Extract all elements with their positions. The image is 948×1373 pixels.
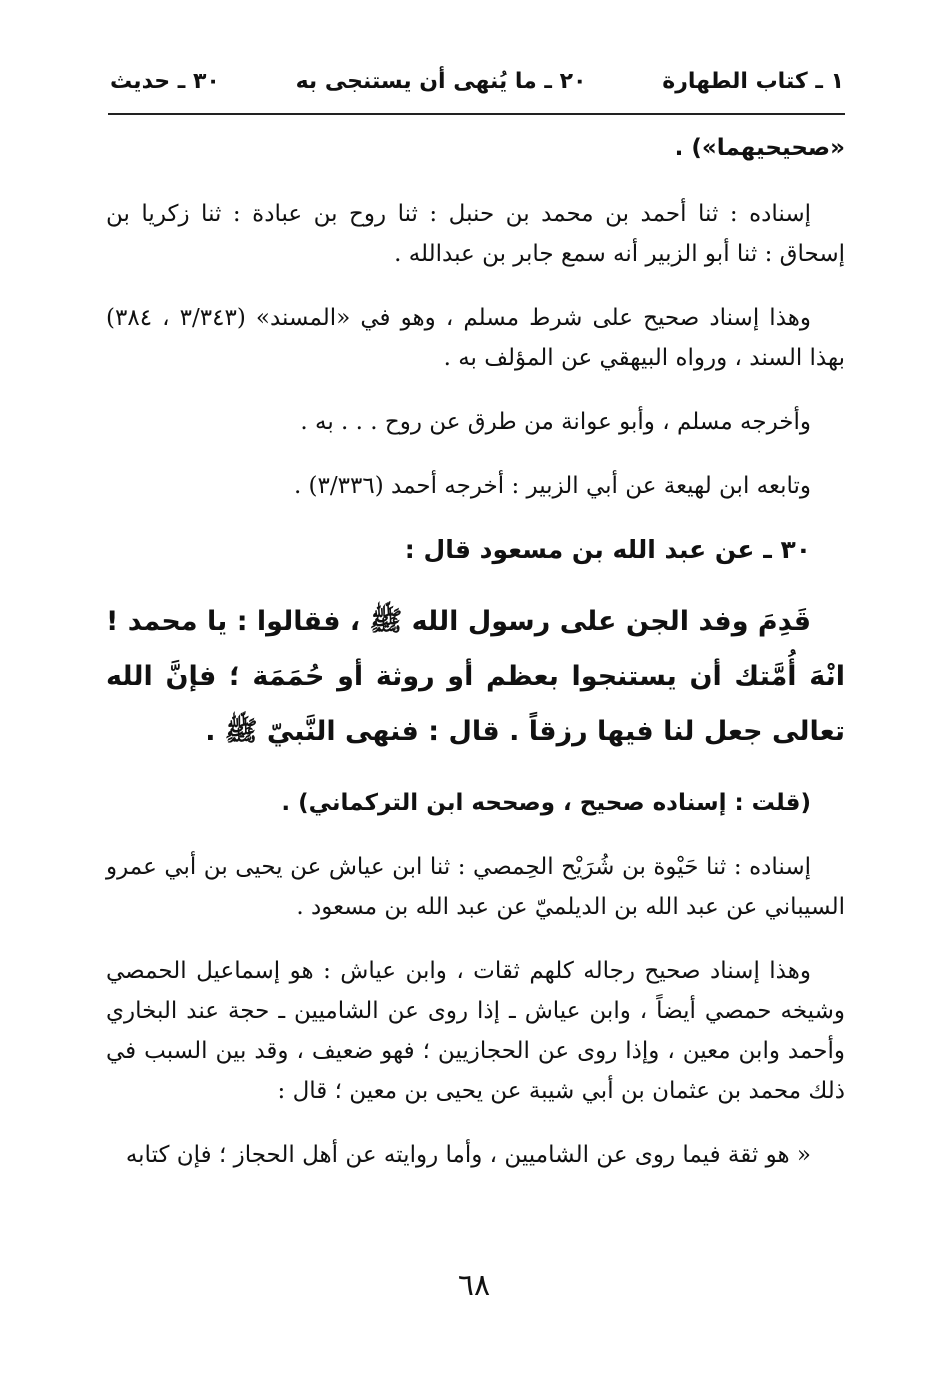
author-comment: (قلت : إسناده صحيح ، وصححه ابن التركماني) . bbox=[281, 790, 811, 816]
page-number: ٦٨ bbox=[457, 1268, 491, 1303]
header-hadith-number: ٣٠ ـ حديث bbox=[110, 69, 220, 94]
quotation-paragraph: « هو ثقة فيما روى عن الشاميين ، وأما روايته عن أهل الحجاز ؛ فإن كتابه bbox=[125, 1142, 811, 1168]
header-section: ٢٠ ـ ما يُنهى أن يستنجى به bbox=[295, 69, 587, 94]
isnad-paragraph-2: إسناده : ثنا حَيْوة بن شُرَيْح الحِمصي : ثنا ابن عياش عن يحيى بن أبي عمرو السيباني عن عبد الله بن الديلميّ عن عبد الله بن مسعود . bbox=[106, 854, 845, 920]
running-header bbox=[110, 58, 844, 106]
hadith-text: قَدِمَ وفد الجن على رسول الله ﷺ ، فقالوا : يا محمد ! انْهَ أُمَّتك أن يستنجوا بعظم أو روثة أو حُمَمَة ؛ فإنَّ الله تعالى جعل لنا فيها رزقاً . قال : فنهى النَّبيّ ﷺ . bbox=[106, 606, 845, 747]
header-divider bbox=[108, 113, 845, 115]
header-chapter: ١ ـ كتاب الطهارة bbox=[662, 69, 844, 94]
grading-paragraph: وهذا إسناد صحيح على شرط مسلم ، وهو في «المسند» (٣/٣٤٣ ، ٣٨٤) بهذا السند ، ورواه البيهقي عن المؤلف به . bbox=[106, 305, 845, 371]
hadith-heading: ٣٠ ـ عن عبد الله بن مسعود قال : bbox=[404, 535, 811, 564]
isnad-paragraph: إسناده : ثنا أحمد بن محمد بن حنبل : ثنا روح بن عبادة : ثنا زكريا بن إسحاق : ثنا أبو الزبير أنه سمع جابر بن عبدالله . bbox=[106, 201, 845, 267]
mutabaah-paragraph: وتابعه ابن لهيعة عن أبي الزبير : أخرجه أحمد (٣/٣٣٦) . bbox=[293, 473, 811, 499]
discussion-paragraph: وهذا إسناد صحيح رجاله كلهم ثقات ، وابن عياش : هو إسماعيل الحمصي وشيخه حمصي أيضاً ، وابن عياش ـ إذا روى عن الشاميين ـ حجة عند البخاري وأحمد وابن معين ، وإذا روى عن الحجازيين ؛ فهو ضعيف ، وقد بين السبب في ذلك محمد بن عثمان بن أبي شيبة عن يحيى بن معين ؛ قال : bbox=[106, 958, 845, 1104]
takhrij-paragraph: وأخرجه مسلم ، وأبو عوانة من طرق عن روح . . . به . bbox=[300, 409, 811, 435]
continued-reference: «صحيحيهما») . bbox=[674, 135, 845, 161]
page-body bbox=[106, 128, 845, 1175]
